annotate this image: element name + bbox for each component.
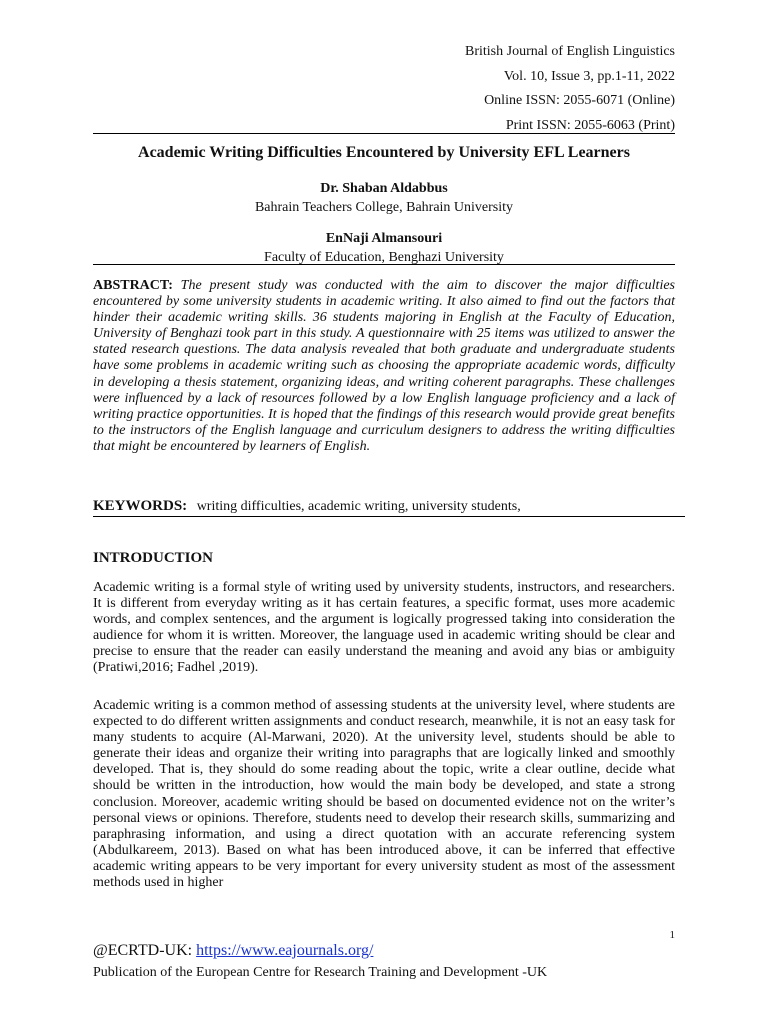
keywords-text: writing difficulties, academic writing, university students, — [196, 499, 521, 514]
section-heading: INTRODUCTION — [93, 550, 214, 566]
header-divider — [93, 133, 675, 134]
keywords-label: KEYWORDS: — [93, 498, 188, 514]
keywords-bottom-divider — [93, 516, 685, 517]
journal-url-link[interactable]: https://www.eajournals.org/ — [196, 942, 374, 959]
journal-header — [465, 40, 675, 138]
org-prefix: @ECRTD-UK: — [93, 942, 197, 959]
footer-org — [93, 942, 373, 960]
journal-name: British Journal of English Linguistics — [465, 44, 675, 59]
paragraph: Academic writing is a common method of assessing students at the university level, where students are expected to do different written assignments and conduct research, meanwhile, it is not an easy task for many students to acquire (Al-Marwani, 2020). At the university level, students should be able to generate their ideas and organize their writing into paragraphs that are logically linked and smoothly developed. That is, they should do some reading about the topic, write a clear outline, decide what should be written in the introduction, how would the main body be developed, and state a strong conclusion. Moreover, academic writing should be based on documented evidence not on the writer’s personal views or opinions. Therefore, students need to develop their research skills, summarizing and paraphrasing information, and using a direct quotation with an accurate referencing system (Abdulkareem, 2013). Based on what has been introduced above, it can be inferred that effective academic writing appears to be very important for every university student as most of the assessment methods used in higher — [93, 698, 675, 891]
paper-title: Academic Writing Difficulties Encountered by University EFL Learners — [138, 144, 630, 161]
page-number: 1 — [669, 929, 675, 941]
author-name: EnNaji Almansouri — [325, 231, 443, 246]
author-block-2 — [0, 229, 768, 267]
publication-line: Publication of the European Centre for Research Training and Development -UK — [93, 965, 548, 980]
online-issn: Online ISSN: 2055-6071 (Online) — [484, 93, 675, 108]
keywords — [93, 498, 675, 515]
author-affiliation: Bahrain Teachers College, Bahrain University — [254, 200, 514, 215]
author-block-1 — [0, 179, 768, 217]
abstract — [93, 278, 675, 455]
author-affiliation: Faculty of Education, Benghazi University — [264, 250, 504, 265]
author-name: Dr. Shaban Aldabbus — [320, 181, 448, 196]
abstract-top-divider — [93, 264, 675, 265]
abstract-text: The present study was conducted with the aim to discover the major difficulties encountered by some university students in academic writing. It also aimed to find out the factors that hinder their academic writing skills. 36 students majoring in English at the Faculty of Education, University of Benghazi took part in this study. A questionnaire with 25 items was utilized to answer the stated research questions. The data analysis revealed that both graduate and undergraduate students have some problems in academic writing such as choosing the appropriate academic words, difficulty in developing a thesis statement, organizing ideas, and writing coherent paragraphs. These challenges were influenced by a lack of resources followed by a low English language proficiency and a lack of writing practice opportunities. It is hoped that the findings of this research would provide great benefits to the instructors of the English language and curriculum designers to address the writing difficulties that might be encountered by learners of English. — [93, 278, 675, 454]
paragraph: Academic writing is a formal style of writing used by university students, instructors, and researchers. It is different from everyday writing as it has certain features, a specific format, uses more academic words, and complex sentences, and the argument is logically progressed taking into consideration the audience for whom it is written. Moreover, the language used in academic writing should be clear and precise to ensure that the reader can easily understand the meaning and avoid any bias or ambiguity (Pratiwi,2016; Fadhel ,2019). — [93, 580, 675, 676]
abstract-label: ABSTRACT: — [93, 278, 173, 293]
volume-info: Vol. 10, Issue 3, pp.1-11, 2022 — [503, 68, 675, 84]
print-issn: Print ISSN: 2055-6063 (Print) — [505, 117, 675, 133]
